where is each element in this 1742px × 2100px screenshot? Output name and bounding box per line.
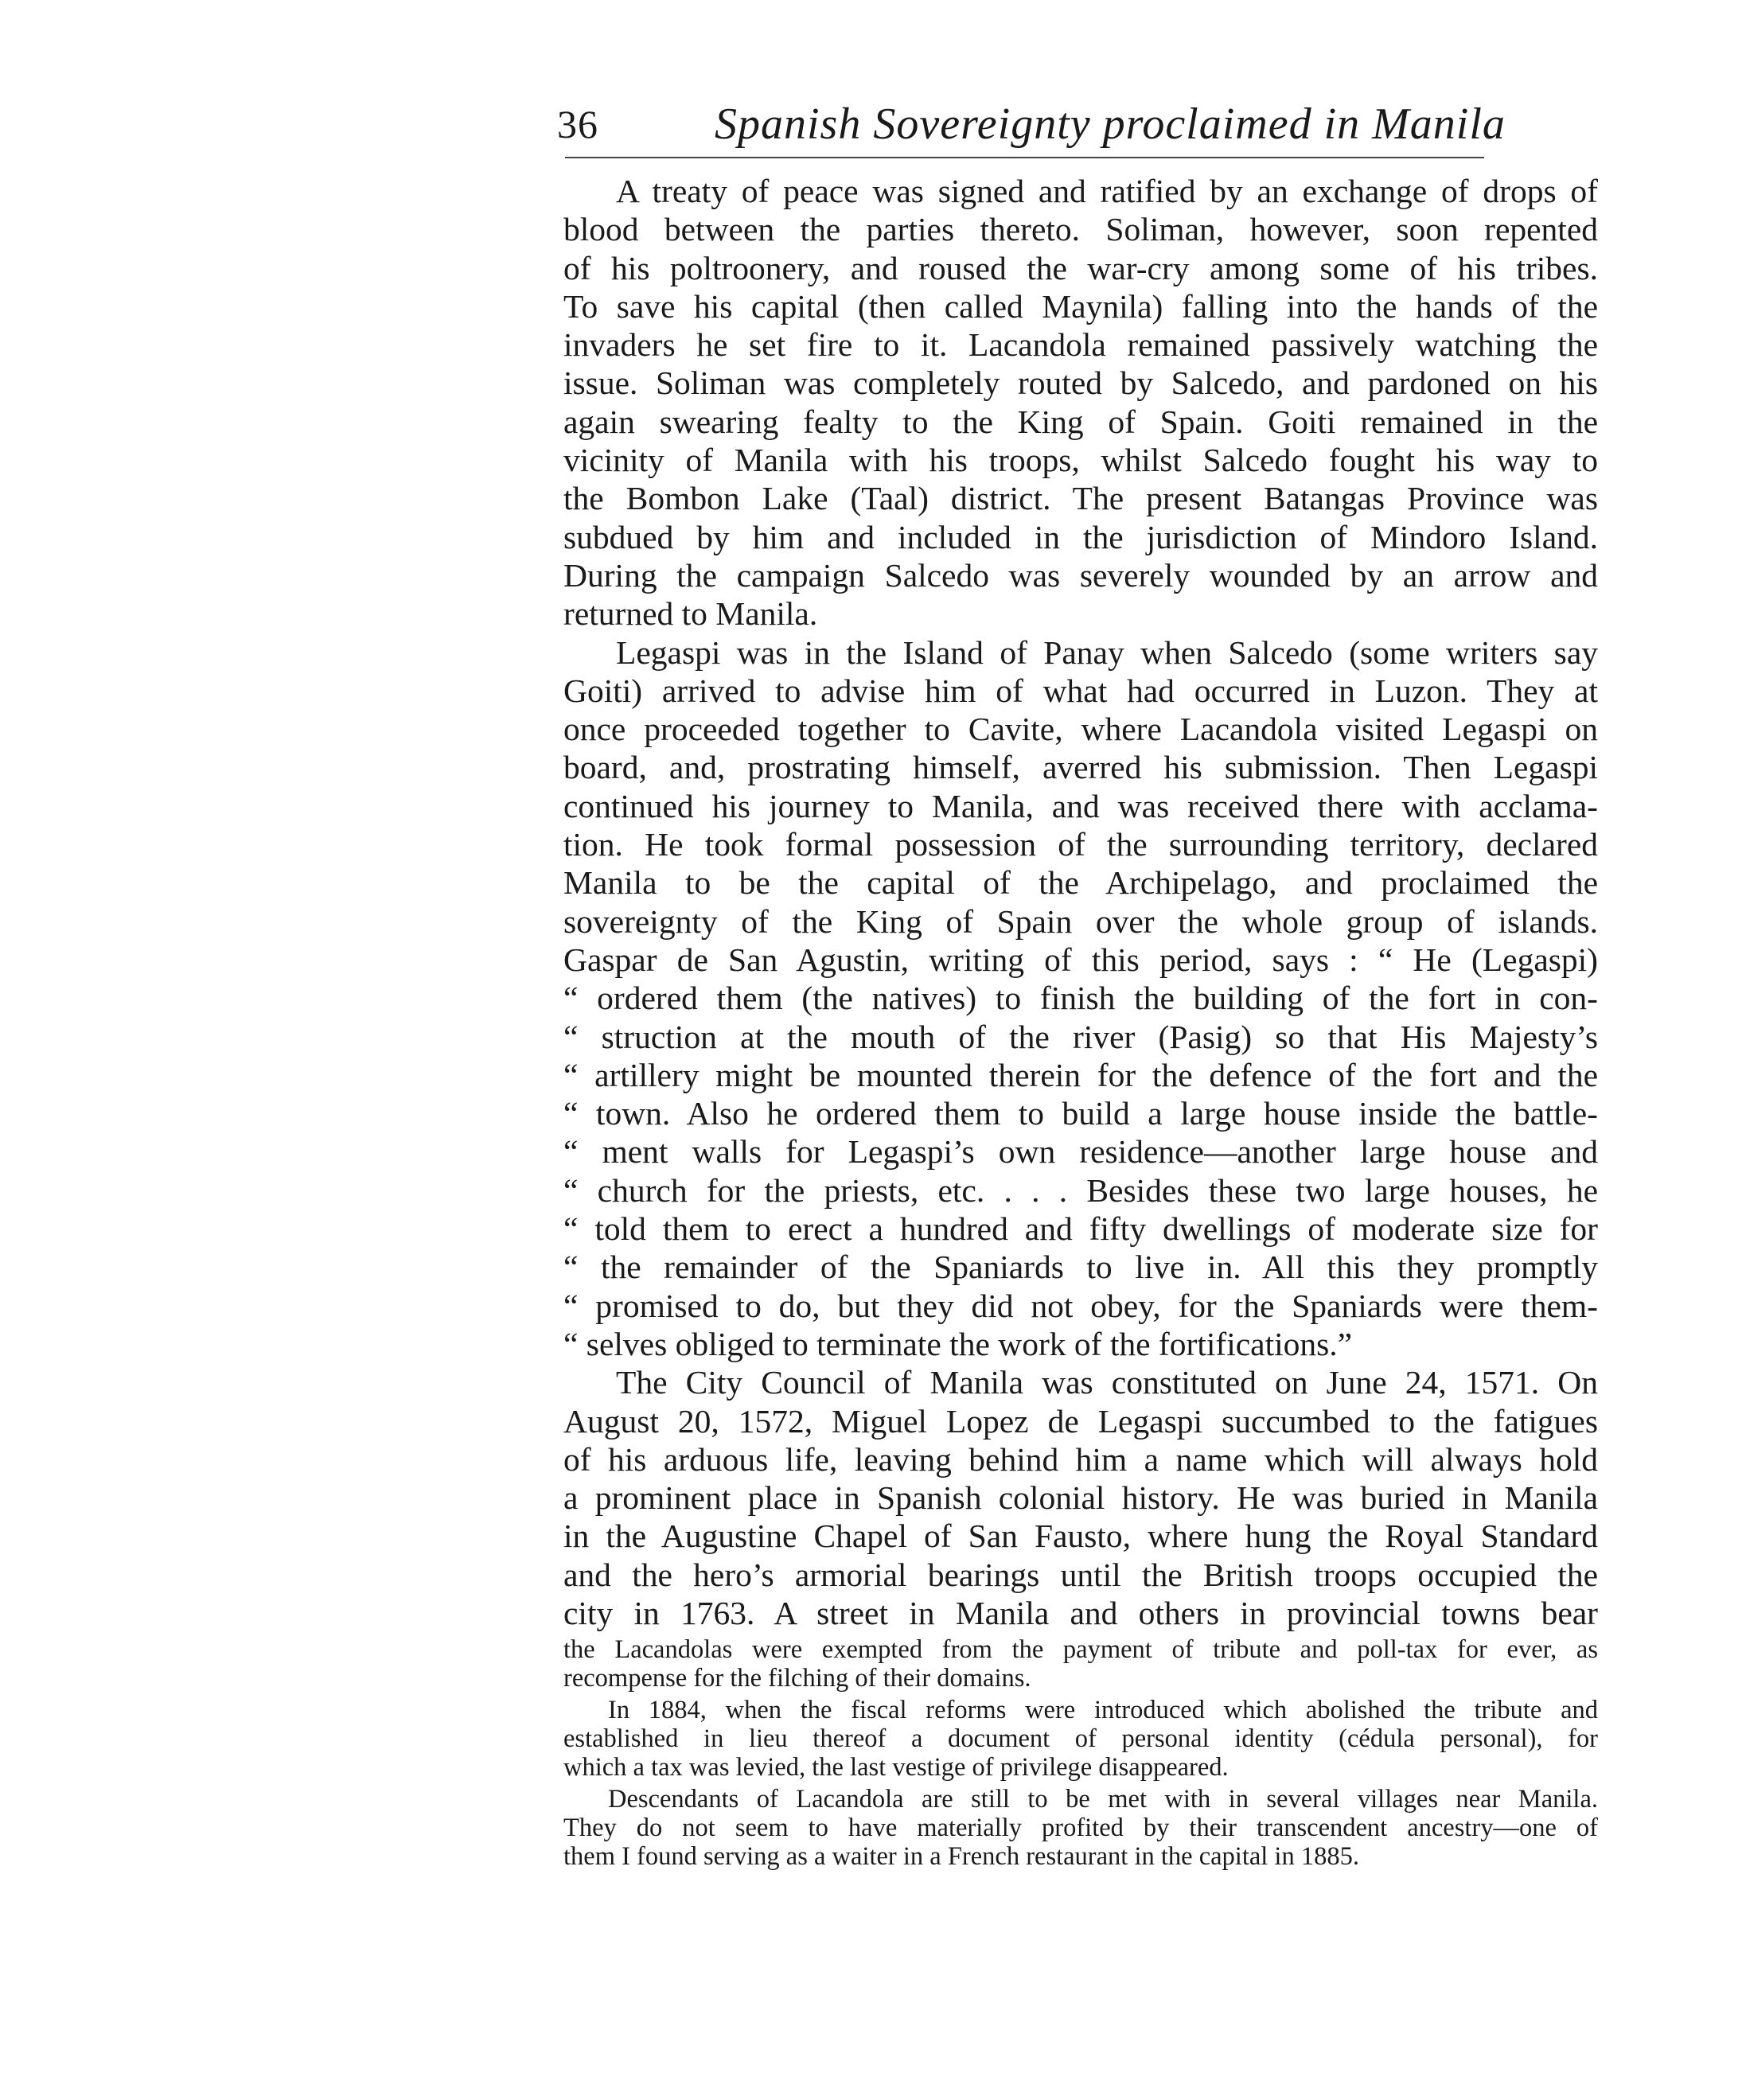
text-line: During the campaign Salcedo was severely wounded by an arrow and	[563, 556, 1598, 594]
text-line: blood between the parties thereto. Soliman, however, soon repented	[563, 211, 1598, 248]
footnotes	[563, 1635, 1598, 1871]
text-line: tion. He took formal possession of the surrounding territory, declared	[563, 826, 1598, 863]
running-title: Spanish Sovereignty proclaimed in Manila	[715, 99, 1506, 149]
text-line: sovereignty of the King of Spain over the whole group of islands.	[563, 902, 1598, 940]
text-line: again swearing fealty to the King of Spain. Goiti remained in the	[563, 403, 1598, 440]
text-line: “ promised to do, but they did not obey, for the Spaniards were them-	[563, 1287, 1598, 1324]
text-line: board, and, prostrating himself, averred his submission. Then Legaspi	[563, 749, 1598, 786]
text-line: August 20, 1572, Miguel Lopez de Legaspi succumbed to the fatigues	[563, 1402, 1598, 1440]
text-line: and the hero’s armorial bearings until the British troops occupied the	[563, 1556, 1598, 1593]
page-number: 36	[557, 102, 598, 146]
page-header	[557, 94, 1506, 158]
text-line: Legaspi was in the Island of Panay when Salcedo (some writers say	[616, 633, 1598, 671]
paragraph-treaty	[563, 172, 1598, 633]
text-line: of his arduous life, leaving behind him a name which will always hold	[563, 1440, 1598, 1478]
paragraph-legaspi	[563, 633, 1598, 1364]
text-line: Manila to be the capital of the Archipelago, and proclaimed the	[563, 864, 1598, 902]
text-line: “ ordered them (the natives) to finish the building of the fort in con-	[563, 980, 1598, 1017]
text-line: invaders he set fire to it. Lacandola remained passively watching the	[563, 326, 1598, 364]
header-rule	[565, 157, 1484, 158]
text-line: “ selves obliged to terminate the work of the fortifications.”	[563, 1325, 1353, 1362]
text-line: city in 1763. A street in Manila and others in provincial towns bear	[563, 1594, 1598, 1631]
footnote-line: Descendants of Lacandola are still to be met with in several villages near Manila.	[608, 1785, 1598, 1814]
text-line: the Bombon Lake (Taal) district. The present Batangas Province was	[563, 480, 1598, 517]
text-line: continued his journey to Manila, and was received there with acclama-	[563, 787, 1598, 824]
text-line: The City Council of Manila was constituted on June 24, 1571. On	[616, 1364, 1598, 1401]
footnote-continuation	[563, 1635, 1598, 1693]
footnote-descendants	[563, 1785, 1598, 1871]
text-line: “ ment walls for Legaspi’s own residence—another large house and	[563, 1133, 1598, 1171]
footnote-line: them I found serving as a waiter in a French restaurant in the capital in 1885.	[563, 1842, 1359, 1871]
footnote-line: established in lieu thereof a document of personal identity (cédula personal), for	[563, 1724, 1598, 1753]
text-line: “ town. Also he ordered them to build a large house inside the battle-	[563, 1095, 1598, 1132]
footnote-line: They do not seem to have materially profited by their transcendent ancestry—one of	[563, 1814, 1598, 1842]
text-line: vicinity of Manila with his troops, whilst Salcedo fought his way to	[563, 442, 1598, 479]
text-line: issue. Soliman was completely routed by Salcedo, and pardoned on his	[563, 364, 1598, 402]
text-line: subdued by him and included in the jurisdiction of Mindoro Island.	[563, 518, 1598, 555]
footnote-line: In 1884, when the fiscal reforms were introduced which abolished the tribute and	[608, 1696, 1598, 1724]
footnote-line: recompense for the filching of their domains.	[563, 1664, 1031, 1693]
body-text	[563, 172, 1598, 1632]
paragraph-city-council	[563, 1363, 1598, 1632]
footnote-line: the Lacandolas were exempted from the payment of tribute and poll-tax for ever, as	[563, 1635, 1598, 1664]
text-line: Goiti) arrived to advise him of what had occurred in Luzon. They at	[563, 672, 1598, 709]
text-line: of his poltroonery, and roused the war-cry among some of his tribes.	[563, 249, 1598, 286]
text-line: To save his capital (then called Maynila) falling into the hands of the	[563, 287, 1598, 325]
text-line: “ artillery might be mounted therein for the defence of the fort and the	[563, 1056, 1598, 1093]
text-line: in the Augustine Chapel of San Fausto, where hung the Royal Standard	[563, 1518, 1598, 1555]
text-line: A treaty of peace was signed and ratified by an exchange of drops of	[616, 173, 1598, 209]
text-line: once proceeded together to Cavite, where Lacandola visited Legaspi on	[563, 711, 1598, 748]
text-line: “ church for the priests, etc. . . . Besides these two large houses, he	[563, 1171, 1598, 1209]
text-line: Gaspar de San Agustin, writing of this period, says : “ He (Legaspi)	[563, 941, 1598, 978]
text-line: “ told them to erect a hundred and fifty dwellings of moderate size for	[563, 1210, 1598, 1248]
text-line: “ the remainder of the Spaniards to live in. All this they promptly	[563, 1249, 1598, 1286]
text-line: returned to Manila.	[563, 595, 818, 633]
footnote-fiscal-reforms	[563, 1696, 1598, 1782]
footnote-line: which a tax was levied, the last vestige of privilege disappeared.	[563, 1753, 1229, 1782]
text-line: “ struction at the mouth of the river (Pasig) so that His Majesty’s	[563, 1018, 1598, 1055]
text-line: a prominent place in Spanish colonial history. He was buried in Manila	[563, 1479, 1598, 1517]
